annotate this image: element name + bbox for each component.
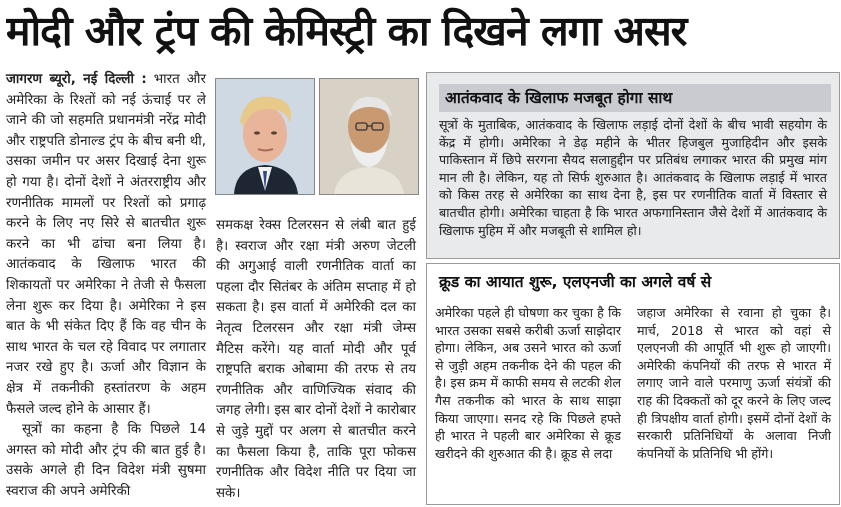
- terrorism-sidebar: [426, 72, 840, 259]
- trump-portrait-icon: [216, 79, 314, 194]
- modi-photo: [319, 78, 419, 195]
- crude-sidebar: [426, 263, 840, 505]
- article-column-1: [6, 70, 206, 502]
- article-column-2: समकक्ष रेक्स टिलरसन से लंबी बात हुई है। स्वराज और रक्षा मंत्री अरुण जेटली की अगुआई वाली रणनीतिक वार्ता का पहला दौर सितंबर के अंतिम सप्ताह में हो सकता है। इस वार्ता में अमेरिकी दल का नेतृत्व टिलरसन और रक्षा मंत्री जेम्स मैटिस करेंगे। यह वार्ता मोदी और पूर्व राष्ट्रपति बराक ओबामा की तरफ से तय रणनीतिक और वाणिज्यिक संवाद की जगह लेगी। इस बार दोनों देशों ने कारोबार से जुड़े मुद्दों पर अलग से बातचीत करने का फैसला किया है, ताकि पूरा फोकस रणनीतिक और विदेश नीति पर दिया जा सके।: [216, 218, 416, 501]
- article-paragraph-2: सूत्रों का कहना है कि पिछले 14 अगस्त को मोदी और ट्रंप की बात हुई है। उसके अगले ही दिन विदेश मंत्री सुषमा स्वराज की अपने अमेरिकी: [6, 422, 206, 499]
- crude-sidebar-title: क्रूड का आयात शुरू, एलएनजी का अगले वर्ष से: [439, 273, 712, 291]
- terrorism-sidebar-text: सूत्रों के मुताबिक, आतंकवाद के खिलाफ लड़ाई दोनों देशों के बीच भावी सहयोग के केंद्र में होगी। अमेरिका ने डेढ़ महीने के भीतर हिजबुल मुजाहिदीन और इसके पाकिस्तान में छिपे सरगना सैयद सलाहुद्दीन पर प्रतिबंध लगाकर भारत की प्रमुख मांग मान ली है। लेकिन, यह तो सिर्फ शुरुआत है। आतंकवाद के खिलाफ लड़ाई में भारत को किस तरह से अमेरिका का साथ देना है, इस पर रणनीतिक वार्ता में विस्तार से बातचीत होगी। अमेरिका चाहता है कि भारत अफगानिस्तान जैसे देशों में आतंकवाद के खिलाफ मुहिम में और मजबूती से शामिल हो।: [439, 117, 827, 238]
- crude-sidebar-text-1: अमेरिका पहले ही घोषणा कर चुका है कि भारत उसका सबसे करीबी ऊर्जा साझेदार होगा। लेकिन, अब उसने भारत को ऊर्जा से जुड़ी अहम तकनीक देने की पहल की है। इस क्रम में काफी समय से लटकी शेल गैस तकनीक को भारत के साथ साझा किया जाएगा। सनद रहे कि पिछले हफ्ते ही भारत ने पहली बार अमेरिका से क्रूड खरीदने की शुरुआत की है। क्रूड से लदा: [435, 305, 621, 461]
- crude-sidebar-text-2: जहाज अमेरिका से रवाना हो चुका है। मार्च, 2018 से भारत को वहां से एलएनजी की आपूर्ति भी शुरू हो जाएगी। अमेरिकी कंपनियों की तरफ से भारत में लगाए जाने वाले परमाणु ऊर्जा संयंत्रों की राह की दिक्कतों को दूर करने के लिए जल्द ही त्रिपक्षीय वार्ता होगी। इसमें दोनों देशों के सरकारी प्रतिनिधियों के अलावा निजी कंपनियों के प्रतिनिधि भी होंगे।: [637, 305, 831, 461]
- article-text-1: भारत और अमेरिका के रिश्तों को नई ऊंचाई पर ले जाने की जो सहमति प्रधानमंत्री नरेंद्र मोदी और राष्ट्रपति डोनाल्ड ट्रंप के बीच बनी थी, उसका जमीन पर असर दिखाई देना शुरू हो गया है। दोनों देशों ने अंतरराष्ट्रीय और रणनीतिक मामलों पर रिश्तों को प्रगाढ़ करने के लिए नए सिरे से बातचीत शुरू करने का भी ढांचा बना लिया है। आतंकवाद के खिलाफ भारत की शिकायतों पर अमेरिका ने तेजी से फैसला लेना शुरू कर दिया है। अमेरिका ने इस बात के भी संकेत दिए हैं कि वह चीन के साथ भारत के चल रहे विवाद पर लगातार नजर रखे हुए है। ऊर्जा और विज्ञान के क्षेत्र में तकनीकी हस्तांतरण के अहम फैसले जल्द होने के आसार हैं।: [6, 72, 206, 417]
- terrorism-sidebar-title: आतंकवाद के खिलाफ मजबूत होगा साथ: [439, 84, 831, 112]
- byline: जागरण ब्यूरो, नई दिल्ली :: [6, 72, 147, 87]
- trump-photo: [215, 78, 315, 195]
- headline: मोदी और ट्रंप की केमिस्ट्री का दिखने लगा असर: [6, 7, 687, 55]
- modi-portrait-icon: [320, 79, 418, 194]
